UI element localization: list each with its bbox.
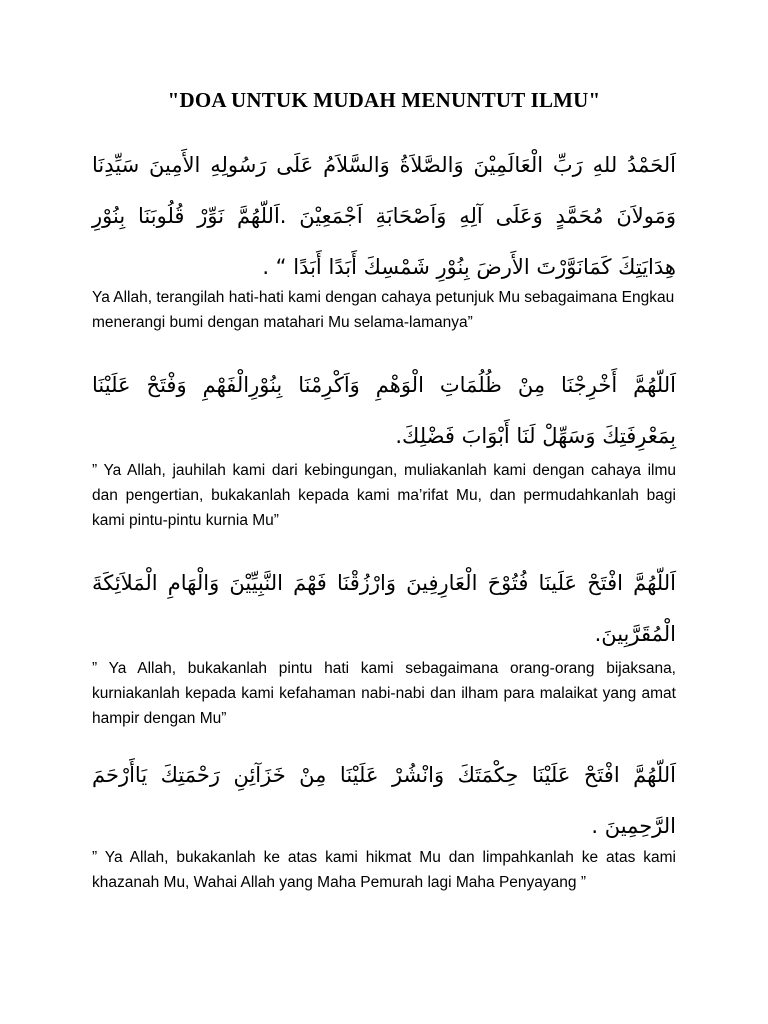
translation-4: ” Ya Allah, bukakanlah ke atas kami hikmat Mu dan limpahkanlah ke atas kami khazanah Mu, Wahai Allah yang Maha Pemurah lagi Maha Penyayang ”: [92, 849, 676, 891]
document-title: "DOA UNTUK MUDAH MENUNTUT ILMU": [167, 88, 601, 112]
translation-1: Ya Allah, terangilah hati-hati kami dengan cahaya petunjuk Mu sebagaimana Engkau menerangi bumi dengan matahari Mu selama-lamanya”: [92, 289, 675, 331]
translation-2: ” Ya Allah, jauhilah kami dari kebingungan, muliakanlah kami dengan cahaya ilmu dan pengertian, bukakanlah kepada kami ma’rifat Mu, dan permudahkanlah bagi kami pintu-pintu kurnia Mu”: [92, 462, 676, 529]
arabic-prayer-2: اَللّهُمَّ أَخْرِجْنَا مِنْ ظُلُمَاتِ الْوَهْمِ وَاَكْرِمْنَا بِنُوْرِالْفَهْمِ وَفْتَحْ عَلَيْنَا بِمَعْرِفَتِكَ وَسَهِّلْ لَنَا أَبْوَابَ فَضْلِكَ.: [92, 373, 676, 448]
arabic-prayer-3: اَللّهُمَّ افْتَحْ عَلَينَا فُتُوْحَ الْعَارِفِينَ وَارْزُقْنَا فَهْمَ النَّبِيِّيْنَ وَالْهَامِ الْمَلاَئِكَةَ الْمُقَرَّبِينَ.: [92, 571, 676, 646]
arabic-prayer-1: اَلحَمْدُ للهِ رَبِّ الْعَالَمِيْنَ وَالصَّلاَةُ وَالسَّلاَمُ عَلَى رَسُولِهِ الأَمِينَ سَيِّدِنَا وَمَولاَنَ مُحَمَّدٍ وَعَلَى آلِهِ وَاَصْحَابَةِ اَجْمَعِيْنَ .اَللّهُمَّ نَوِّرْ قُلُوبَنَا بِنُوْرِ هِدَايَتِكَ كَمَانَوَّرْتَ الأَرضَ بِنُوْرِ شَمْسِكَ أَبَدًا أَبَدًا “ .: [92, 153, 676, 279]
arabic-prayer-4: اَللّهُمَّ افْتَحْ عَلَيْنَا حِكْمَتَكَ وَانْشُرْ عَلَيْنَا مِنْ خَزَآئِنِ رَحْمَتِكَ يَاأَرْحَمَ الرَّحِمِينَ .: [92, 763, 676, 838]
translation-3: ” Ya Allah, bukakanlah pintu hati kami sebagaimana orang-orang bijaksana, kurniakanlah kepada kami kefahaman nabi-nabi dan ilham para malaikat yang amat hampir dengan Mu”: [92, 660, 676, 727]
